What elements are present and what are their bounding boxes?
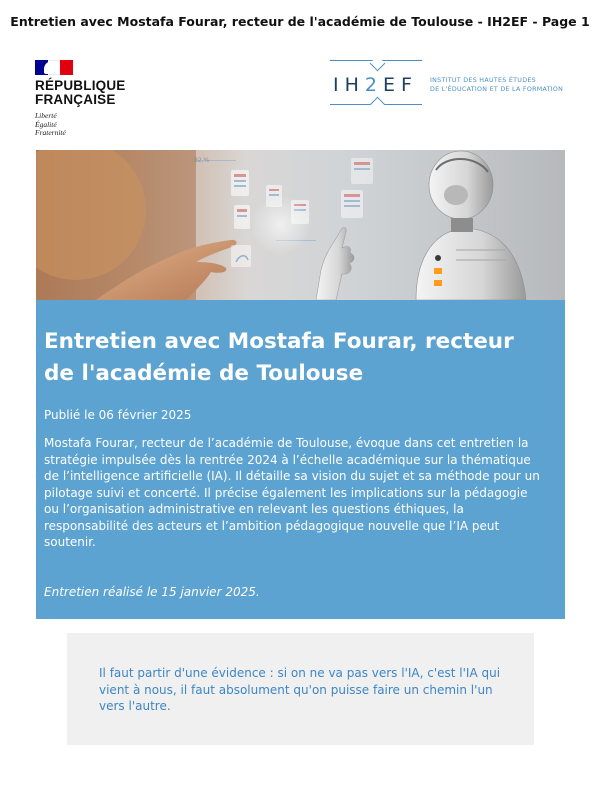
chevron-icon <box>370 56 386 72</box>
rf-name <box>35 79 145 107</box>
ih2ef-tagline-line1: INSTITUT DES HAUTES ÉTUDES <box>430 77 536 84</box>
rf-motto <box>35 112 145 138</box>
ih2ef-wordmark-two: 2 <box>364 74 383 96</box>
rf-motto-liberte: Liberté <box>35 111 57 120</box>
marianne-flag-icon <box>35 60 73 75</box>
robot-hand-shape <box>316 228 354 300</box>
publication-date: Publié le 06 février 2025 <box>44 408 192 422</box>
article-summary: Mostafa Fourar, recteur de l’académie de Toulouse, évoque dans cet entretien la stratégie impulsée dès la rentrée 2024 à l’échelle académique sur la thématique de l’intelligence artificielle (IA). Il détaille sa vision du sujet et sa méthode pour un pilotage suivi et concerté. Il précise également les implications sur la pédagogie ou l’organisation administrative en relevant les questions éthiques, la responsabilité des acteurs et l’ambition pédagogique nouvelle que l’IA peut soutenir. <box>44 436 540 549</box>
republique-francaise-logo <box>35 60 145 138</box>
ih2ef-wordmark-prefix: IH <box>333 74 365 96</box>
rf-name-line1: RÉPUBLIQUE <box>35 78 126 93</box>
rf-motto-fraternite: Fraternité <box>35 128 66 137</box>
robot-head-shape <box>429 151 493 219</box>
rf-motto-egalite: Égalité <box>35 119 57 129</box>
page-header: Entretien avec Mostafa Fourar, recteur de l'académie de Toulouse - IH2EF - Page 1 <box>10 14 590 29</box>
robot-body-shape <box>416 228 526 300</box>
ih2ef-tagline <box>430 76 563 94</box>
interview-date: Entretien réalisé le 15 janvier 2025. <box>44 584 260 599</box>
chevron-icon <box>370 97 386 113</box>
hero-illustration <box>36 150 565 300</box>
ih2ef-logo <box>330 60 570 110</box>
ih2ef-wordmark-suffix: EF <box>382 74 418 96</box>
article-card <box>36 300 565 619</box>
article-title: Entretien avec Mostafa Fourar, recteur de l'académie de Toulouse <box>44 329 514 386</box>
hero-image <box>36 150 565 300</box>
hero-overlay-text: 82,% <box>194 157 210 164</box>
rf-name-line2: FRANÇAISE <box>35 92 116 107</box>
highlight-quote: Il faut partir d'une évidence : si on ne va pas vers l'IA, c'est l'IA qui vient à nous, il faut absolument qu'on puisse faire un chemin l'un vers l'autre. <box>67 633 534 745</box>
ih2ef-wordmark <box>333 74 418 96</box>
ih2ef-tagline-line2: DE L'ÉDUCATION ET DE LA FORMATION <box>430 86 564 93</box>
